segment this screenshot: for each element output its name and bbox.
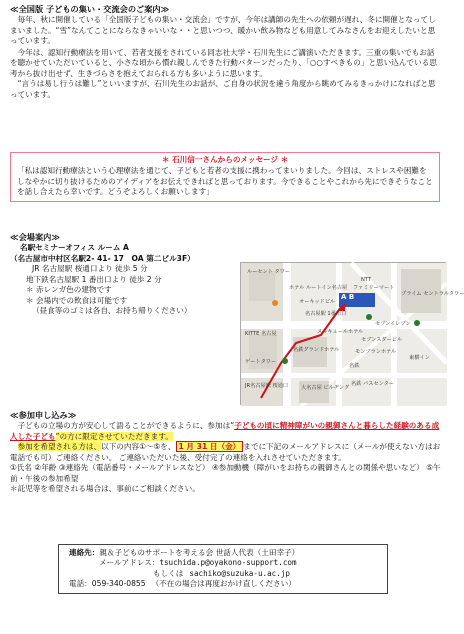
venue-marker-label: A B <box>341 293 355 301</box>
venue-map <box>240 262 464 405</box>
contact-org-row <box>69 548 377 558</box>
venue-access-subway: 地下鉄名古屋駅 1 番出口より 徒歩 2 分 <box>26 274 162 284</box>
apply-text: 以下の内容①～⑤を、 <box>101 442 176 452</box>
intro-title: ≪全国版 子どもの集い・交流会のご案内≫ <box>10 4 170 14</box>
contact-tel[interactable]: 059-340-0855 <box>91 579 146 589</box>
apply-deadline: 1 月 31 日（金） <box>176 441 244 452</box>
apply-section <box>10 410 442 495</box>
apply-text-highlight: ”の方に限定させていただきます。 <box>55 431 173 441</box>
message-box <box>10 152 440 202</box>
map-label: モンブランホテル <box>355 349 397 355</box>
map-label: 東横イン <box>409 355 430 361</box>
venue-access-jr: JR 名古屋駅 桜通口より 徒歩 5 分 <box>32 264 148 274</box>
intro-paragraph-2: 今年は、認知行動療法を用いて、若者支援をされている同志社大学・石川先生にご講演いただきます。三重の集いでもお話を聴かせていただいていると、小さな頃から慣れ親しんできた行動パターンだったり、「○○すべきもの」と思い込んでいる思考から抜け出せず、生きづらさを抱えておられる方も多いように思います。 <box>10 47 437 78</box>
map-label: 名鉄グランドホテル <box>293 347 340 353</box>
map-label: メルキュールホテル <box>317 329 364 335</box>
apply-paragraph-2 <box>10 442 442 463</box>
map-label: セブンイレブン <box>375 321 411 327</box>
venue-note-food: ＊ 会場内での飲食は可能です <box>26 295 128 305</box>
apply-title: ≪参加申し込み≫ <box>10 410 77 420</box>
map-label: NTT <box>361 277 372 283</box>
apply-eligibility: 子どもの頃に精神障がいの親御さんと暮らした経験のある成人した子ども <box>10 421 440 441</box>
contact-mail2-row <box>69 569 377 579</box>
contact-mail-row <box>69 558 377 568</box>
message-title: ＊ 石川信一さんからのメッセージ ＊ <box>161 155 289 164</box>
contact-mail-primary[interactable]: tsuchida.p@oyakono-support.com <box>159 558 297 568</box>
map-label: 名鉄 バスセンター <box>351 381 394 387</box>
venue-name: 名駅セミナーオフィス ルーム A <box>20 243 129 253</box>
message-body: 「私は認知行動療法という心理療法を通じて、子どもと若者の支援に携わってまいりました。今回は、ストレスや困難をしなやかに切り抜けるためのアイディアをお伝えできればと思っております。今できることやこれから先にできそうなことを話し合えたら幸いです。どうぞよろしくお願いします」 <box>17 166 433 197</box>
contact-tel-label: 電話： <box>69 579 92 589</box>
contact-box <box>58 544 388 594</box>
apply-items: ①氏名 ②年齢 ③連絡先（電話番号・メールアドレスなど） ④参加動機（障がいをお持ちの親御さんとの関係や思いなど） ⑤午前・午後の参加希望 <box>10 463 441 483</box>
contact-or-label: もしくは <box>153 568 184 578</box>
apply-text: までに下記のメールアドレスに <box>243 442 350 452</box>
map-label: ルーセント タワー <box>247 269 291 275</box>
map-label: セブンスダービル <box>361 337 403 343</box>
venue-section <box>10 232 250 317</box>
map-label: オーキッドビル <box>299 299 336 305</box>
apply-paragraph-1 <box>10 421 442 442</box>
contact-mail-label: メールアドレス： <box>99 558 160 568</box>
venue-address: （名古屋市中村区名駅2- 41- 17 OA 第二ビル3F） <box>10 253 195 263</box>
map-label: JR名古屋駅 桜通口 <box>245 383 289 389</box>
venue-note-trash: （昼食等のゴミは各自、お持ち帰りください） <box>32 306 192 316</box>
contact-tel-note: （不在の場合は再度おかけ直しください） <box>151 579 296 589</box>
map-label: ゲートタワー <box>245 359 277 365</box>
apply-text: （メールが使えない方はお電話でも可）ご連絡ください。 ご連絡いただいた後、受付完了の連絡を入れさせていただきます。 <box>10 442 441 462</box>
map-label: ファミリーマート <box>353 285 395 291</box>
contact-label: 連絡先： <box>69 548 100 557</box>
map-label: 名古屋駅 1番出口 <box>305 311 347 317</box>
venue-title: ≪会場案内≫ <box>10 232 60 242</box>
map-label: プライム セントラルタワー <box>401 291 464 297</box>
intro-paragraph-3: “言うは易し行うは難し”といいますが、石川先生のお話が、ご自身の状況を違う角度から眺めてみるきっかけになればと思っています。 <box>10 79 436 99</box>
venue-note-building: ＊ 赤レンガ色の建物です <box>26 285 112 295</box>
map-label: KITTE 名古屋 <box>245 331 277 337</box>
apply-text: 子どもの立場の方が安心して語ることができるように、参加は“ <box>17 421 235 431</box>
intro-section <box>10 4 442 100</box>
intro-paragraph-1: 毎年、秋に開催している「全国版子どもの集い・交流会」ですが、今年は講師の先生への依頼が遅れ、冬に開催となってしまいました。“雪”なんてことにならなきゃいいな・・と思いつつ、暖かい飲み物なども用意してみなさんをお迎えしたいと思っています。 <box>10 15 436 46</box>
apply-text-highlight: 参加を希望される方は、 <box>17 442 102 452</box>
apply-note: ＊託児等を希望される場合は、事前にご相談ください。 <box>10 484 200 494</box>
contact-mail-secondary[interactable]: sachiko@suzuka-u.ac.jp <box>189 568 290 578</box>
map-label: 名鉄 <box>349 363 360 369</box>
map-label: ホテル ルートイン名古屋 <box>289 285 348 291</box>
contact-org: 親＆子どものサポートを考える会 世話人代表（土田幸子） <box>99 548 300 557</box>
contact-tel-row <box>69 579 377 589</box>
map-label: 大名古屋 ビルヂング <box>301 385 350 391</box>
